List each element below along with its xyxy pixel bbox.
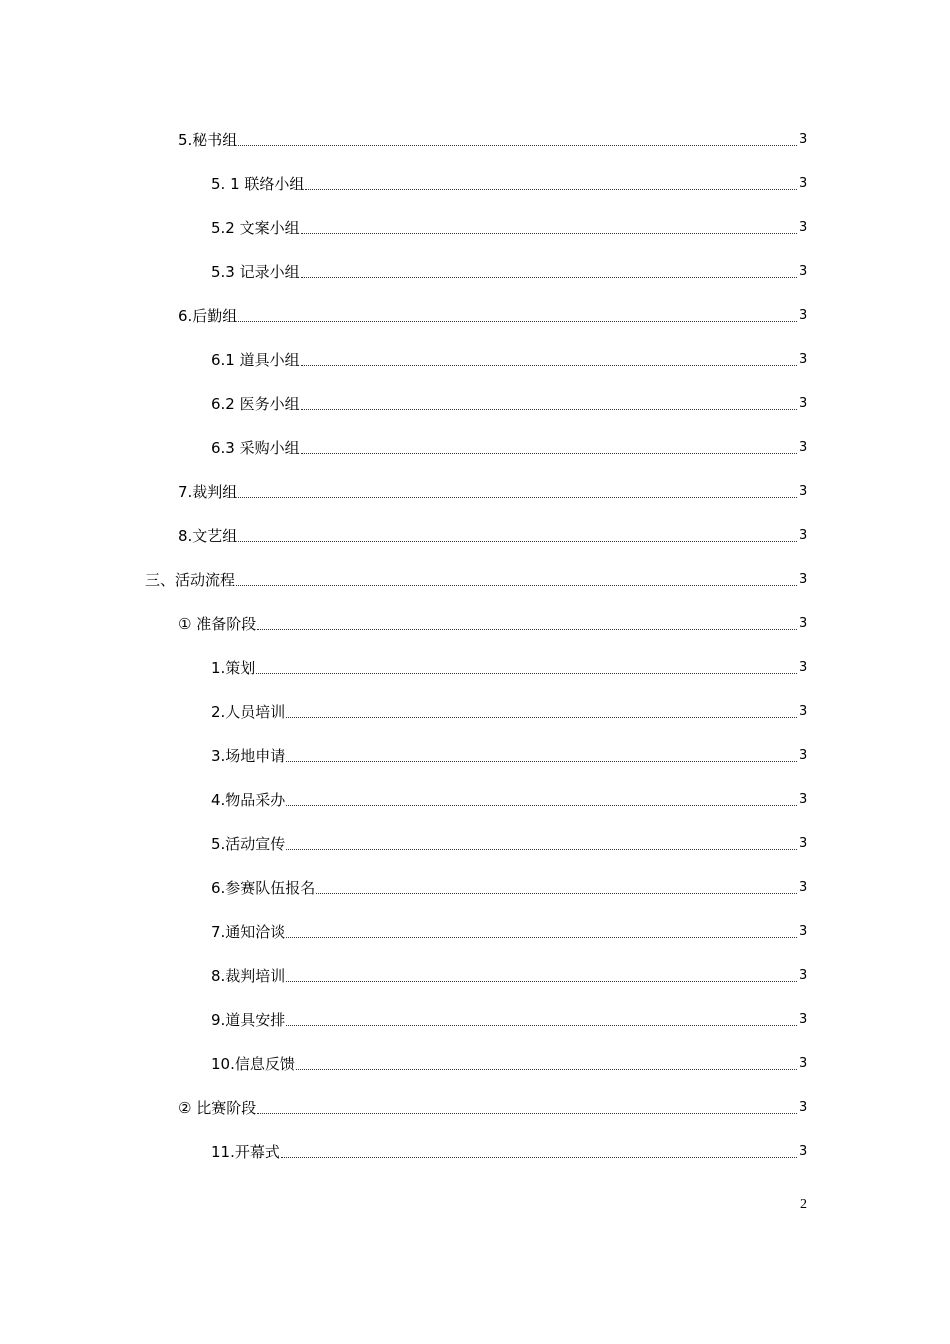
toc-entry-page: 3 xyxy=(799,1144,808,1159)
toc-entry-title: 5. 1 联络小组 xyxy=(211,175,305,193)
page-number: 2 xyxy=(800,1197,807,1212)
toc-entry-page: 3 xyxy=(799,748,808,763)
toc-entry[interactable] xyxy=(0,778,950,822)
toc-entry[interactable] xyxy=(0,382,950,426)
toc-entry[interactable] xyxy=(0,954,950,998)
toc-dot-leader xyxy=(286,717,797,718)
toc-dot-leader xyxy=(238,321,797,322)
toc-entry[interactable] xyxy=(0,866,950,910)
toc-entry-page: 3 xyxy=(799,660,808,675)
toc-entry-title: 8.裁判培训 xyxy=(211,967,286,985)
toc-entry-page: 3 xyxy=(799,396,808,411)
toc-entry-page: 3 xyxy=(799,484,808,499)
toc-entry-page: 3 xyxy=(799,880,808,895)
toc-dot-leader xyxy=(257,1113,797,1114)
toc-entry-page: 3 xyxy=(799,924,808,939)
toc-entry-title: 三、活动流程 xyxy=(145,571,236,589)
toc-dot-leader xyxy=(296,1069,797,1070)
toc-entry-page: 3 xyxy=(799,616,808,631)
toc-dot-leader xyxy=(286,849,797,850)
toc-dot-leader xyxy=(286,937,797,938)
toc-dot-leader xyxy=(305,189,797,190)
toc-entry-page: 3 xyxy=(799,792,808,807)
toc-entry-title: 9.道具安排 xyxy=(211,1011,286,1029)
toc-dot-leader xyxy=(236,585,797,586)
toc-entry-page: 3 xyxy=(799,1100,808,1115)
toc-dot-leader xyxy=(281,1157,797,1158)
toc-entry[interactable] xyxy=(0,998,950,1042)
toc-entry[interactable] xyxy=(0,250,950,294)
toc-entry-title: 7.通知洽谈 xyxy=(211,923,286,941)
toc-entry-title: 2.人员培训 xyxy=(211,703,286,721)
toc-dot-leader xyxy=(301,409,797,410)
toc-entry-page: 3 xyxy=(799,308,808,323)
toc-entry-page: 3 xyxy=(799,176,808,191)
toc-entry-title: 6.参赛队伍报名 xyxy=(211,879,316,897)
toc-entry-title: 5.2 文案小组 xyxy=(211,219,300,237)
toc-dot-leader xyxy=(238,145,797,146)
toc-entry[interactable] xyxy=(0,162,950,206)
toc-entry[interactable] xyxy=(0,734,950,778)
toc-entry-title: 1.策划 xyxy=(211,659,256,677)
toc-entry-title: 6.3 采购小组 xyxy=(211,439,300,457)
toc-dot-leader xyxy=(286,981,797,982)
toc-entry-title: 5.3 记录小组 xyxy=(211,263,300,281)
toc-entry[interactable] xyxy=(0,558,950,602)
toc-entry-title: 3.场地申请 xyxy=(211,747,286,765)
toc-dot-leader xyxy=(301,365,797,366)
toc-entry[interactable] xyxy=(0,514,950,558)
toc-dot-leader xyxy=(301,233,797,234)
toc-entry[interactable] xyxy=(0,602,950,646)
toc-entry-title: 11.开幕式 xyxy=(211,1143,280,1161)
toc-entry-title: 5.秘书组 xyxy=(178,131,238,149)
toc-dot-leader xyxy=(301,277,797,278)
toc-entry[interactable] xyxy=(0,426,950,470)
toc-entry-title: 6.1 道具小组 xyxy=(211,351,300,369)
toc-entry[interactable] xyxy=(0,1130,950,1174)
toc-entry[interactable] xyxy=(0,470,950,514)
toc-entry[interactable] xyxy=(0,338,950,382)
toc-dot-leader xyxy=(256,673,797,674)
toc-entry-page: 3 xyxy=(799,132,808,147)
toc-entry[interactable] xyxy=(0,1042,950,1086)
toc-dot-leader xyxy=(238,541,797,542)
toc-entry-page: 3 xyxy=(799,264,808,279)
toc-entry-title: 6.2 医务小组 xyxy=(211,395,300,413)
toc-dot-leader xyxy=(257,629,797,630)
toc-entry-title: 8.文艺组 xyxy=(178,527,238,545)
toc-entry[interactable] xyxy=(0,294,950,338)
toc-entry-page: 3 xyxy=(799,220,808,235)
toc-entry-page: 3 xyxy=(799,968,808,983)
toc-dot-leader xyxy=(301,453,797,454)
toc-dot-leader xyxy=(286,761,797,762)
toc-dot-leader xyxy=(238,497,797,498)
toc-entry[interactable] xyxy=(0,690,950,734)
toc-dot-leader xyxy=(286,805,797,806)
toc-entry[interactable] xyxy=(0,1086,950,1130)
toc-entry-page: 3 xyxy=(799,528,808,543)
toc-entry-page: 3 xyxy=(799,1012,808,1027)
toc-entry-title: ① 准备阶段 xyxy=(178,615,257,633)
toc-entry-page: 3 xyxy=(799,704,808,719)
toc-entry[interactable] xyxy=(0,206,950,250)
toc-entry-page: 3 xyxy=(799,1056,808,1071)
toc-entry-page: 3 xyxy=(799,352,808,367)
toc-entry-title: 4.物品采办 xyxy=(211,791,286,809)
toc-entry-title: 6.后勤组 xyxy=(178,307,238,325)
toc-entry-title: 10.信息反馈 xyxy=(211,1055,295,1073)
toc-entry-page: 3 xyxy=(799,440,808,455)
toc-entry-title: 7.裁判组 xyxy=(178,483,238,501)
table-of-contents xyxy=(0,118,950,1174)
toc-entry-title: ② 比赛阶段 xyxy=(178,1099,257,1117)
toc-dot-leader xyxy=(316,893,797,894)
toc-entry[interactable] xyxy=(0,646,950,690)
toc-entry-page: 3 xyxy=(799,836,808,851)
toc-entry[interactable] xyxy=(0,910,950,954)
toc-entry[interactable] xyxy=(0,822,950,866)
toc-entry[interactable] xyxy=(0,118,950,162)
toc-entry-page: 3 xyxy=(799,572,808,587)
toc-entry-title: 5.活动宣传 xyxy=(211,835,286,853)
toc-dot-leader xyxy=(286,1025,797,1026)
